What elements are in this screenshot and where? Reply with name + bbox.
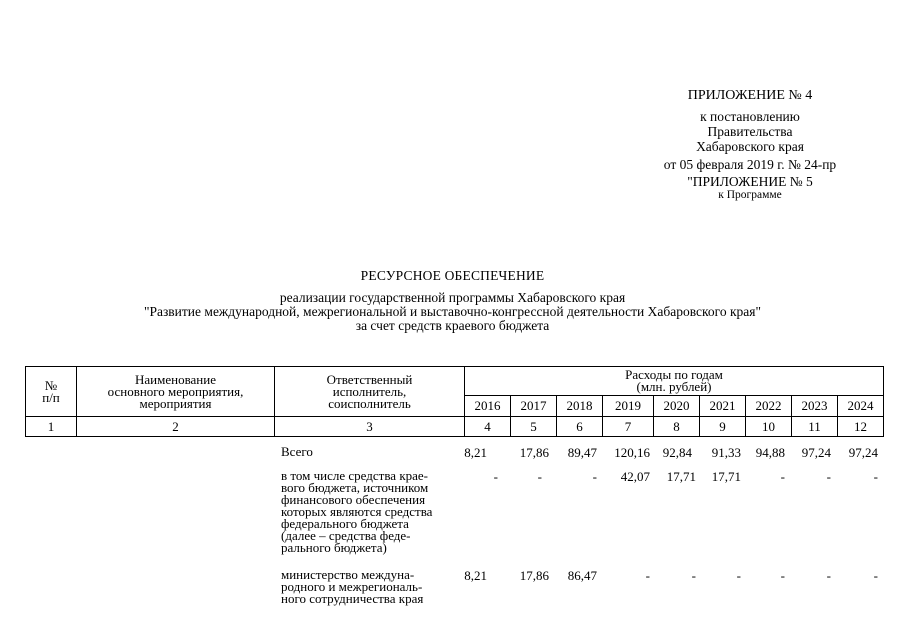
- column-index-cell: 2: [77, 417, 275, 437]
- value-cell: -: [493, 469, 498, 484]
- value-cell: 97,24: [848, 445, 878, 460]
- year-cell: 2022: [746, 396, 792, 417]
- header-executor: [275, 367, 465, 417]
- value-cell: 8,21: [464, 445, 487, 460]
- value-cell: 92,84: [662, 445, 692, 460]
- year-cell: 2021: [700, 396, 746, 417]
- row-label: [281, 470, 466, 554]
- subtitle-line: за счет средств краевого бюджета: [355, 318, 550, 333]
- header-text: Расходы по годам: [625, 367, 723, 382]
- column-index-cell: 1: [26, 417, 77, 437]
- row-label-line: министерство междуна-: [281, 567, 415, 582]
- document-subtitle: [0, 291, 905, 333]
- row-label-line: рального бюджета): [281, 540, 387, 555]
- value-cell: 17,71: [666, 469, 696, 484]
- value-cell: -: [645, 568, 650, 583]
- column-index-cell: 4: [465, 417, 511, 437]
- value-cell: 8,21: [464, 568, 487, 583]
- column-index-cell: 8: [654, 417, 700, 437]
- row-label: [281, 569, 466, 605]
- row-label-line: родного и межрегиональ-: [281, 579, 423, 594]
- value-cell: -: [826, 568, 831, 583]
- value-cell: -: [826, 469, 831, 484]
- column-index-cell: 9: [700, 417, 746, 437]
- value-cell: -: [873, 469, 878, 484]
- header-text: Ответственный: [326, 371, 413, 387]
- value-cell: -: [780, 469, 785, 484]
- value-cell: 86,47: [567, 568, 597, 583]
- value-cell: -: [736, 568, 741, 583]
- document-title: РЕСУРСНОЕ ОБЕСПЕЧЕНИЕ: [360, 268, 545, 283]
- year-cell: 2023: [792, 396, 838, 417]
- header-text: (млн. рублей): [636, 379, 712, 394]
- row-label-line: которых являются средства: [281, 504, 433, 519]
- value-cell: -: [691, 568, 696, 583]
- year-cell: 2016: [465, 396, 511, 417]
- value-cell: 17,71: [711, 469, 741, 484]
- header-name: [77, 367, 275, 417]
- header-text: п/п: [42, 389, 60, 405]
- year-cell: 2024: [838, 396, 884, 417]
- value-cell: 120,16: [614, 445, 650, 460]
- value-cell: 89,47: [567, 445, 597, 460]
- value-cell: -: [592, 469, 597, 484]
- row-label-line: в том числе средства крае-: [281, 468, 429, 483]
- header-number: [26, 367, 77, 417]
- row-label-line: ного сотрудничества края: [281, 591, 424, 606]
- column-index-cell: 6: [557, 417, 603, 437]
- year-cell: 2017: [511, 396, 557, 417]
- column-index-cell: 3: [275, 417, 465, 437]
- row-label: [281, 446, 466, 458]
- value-cell: -: [873, 568, 878, 583]
- year-cell: 2018: [557, 396, 603, 417]
- value-cell: 97,24: [801, 445, 831, 460]
- value-cell: 17,86: [519, 568, 549, 583]
- column-index-cell: 5: [511, 417, 557, 437]
- appendix-date: от 05 февраля 2019 г. № 24-пр: [663, 157, 837, 172]
- value-cell: 94,88: [755, 445, 785, 460]
- subtitle-line: реализации государственной программы Хабаровского края: [279, 290, 626, 305]
- row-label-line: федерального бюджета: [281, 516, 409, 531]
- value-cell: 17,86: [519, 445, 549, 460]
- appendix-ref-line: Правительства: [707, 124, 793, 139]
- row-label-line: финансового обеспечения: [281, 492, 426, 507]
- subtitle-line: "Развитие международной, межрегиональной и выставочно-конгрессной деятельности Хабаровского края": [143, 304, 762, 319]
- row-label-line: (далее – средства феде-: [281, 528, 411, 543]
- header-text: основного мероприятия,: [107, 383, 244, 399]
- appendix-ref-line: к постановлению: [700, 109, 800, 124]
- header-expenses: [465, 367, 884, 396]
- row-label-line: Всего: [281, 444, 313, 459]
- appendix-ref-line: Хабаровского края: [696, 139, 804, 154]
- appendix-number: ПРИЛОЖЕНИЕ № 4: [687, 88, 813, 103]
- value-cell: -: [537, 469, 542, 484]
- value-cell: 42,07: [620, 469, 650, 484]
- column-index-cell: 11: [792, 417, 838, 437]
- value-cell: -: [780, 568, 785, 583]
- column-index-cell: 12: [838, 417, 884, 437]
- appendix-program-ref: к Программе: [718, 189, 782, 201]
- column-index-cell: 10: [746, 417, 792, 437]
- header-text: исполнитель,: [332, 383, 407, 399]
- appendix-prev-number: "ПРИЛОЖЕНИЕ № 5: [687, 174, 813, 189]
- header-text: Наименование: [135, 371, 216, 387]
- expenses-table-header: [25, 366, 884, 437]
- appendix-header: [600, 88, 900, 202]
- header-text: мероприятия: [139, 395, 212, 411]
- header-text: №: [44, 377, 58, 393]
- row-label-line: вого бюджета, источником: [281, 480, 429, 495]
- value-cell: 91,33: [711, 445, 741, 460]
- column-index-cell: 7: [603, 417, 654, 437]
- year-cell: 2019: [603, 396, 654, 417]
- header-text: соисполнитель: [328, 395, 411, 411]
- year-cell: 2020: [654, 396, 700, 417]
